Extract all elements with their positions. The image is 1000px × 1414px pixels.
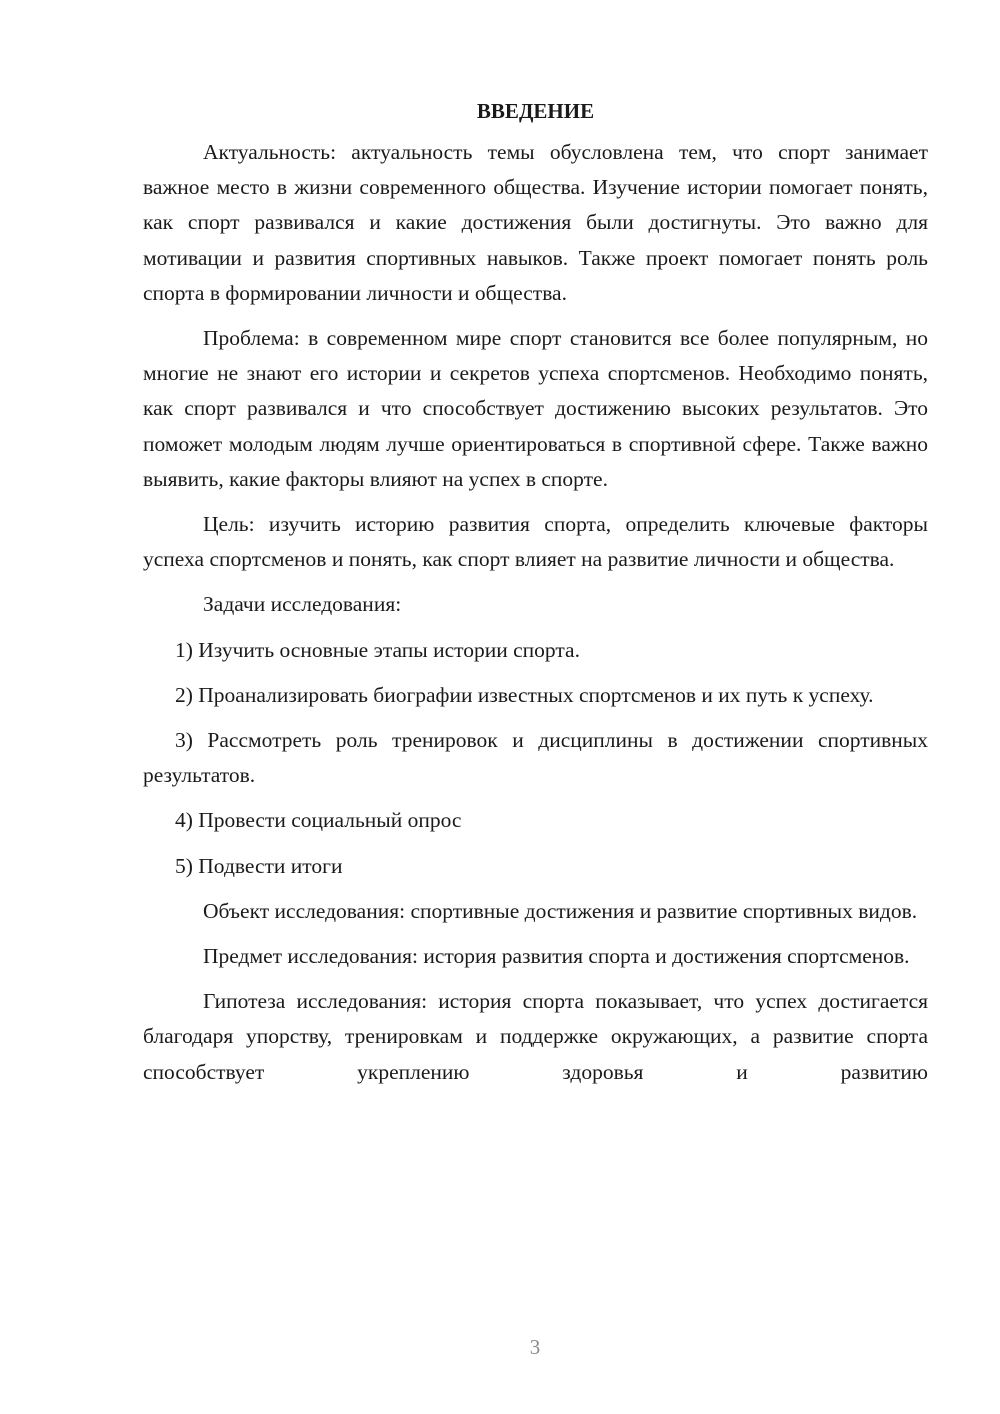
hypothesis-paragraph: Гипотеза исследования: история спорта показывает, что успех достигается благодаря упорству, тренировкам и поддержке окружающих, а развитие спорта способствует укреплению здоровья и развитию — [143, 989, 928, 1084]
page-title: ВВЕДЕНИЕ — [476, 99, 595, 123]
tasks-heading: Задачи исследования: — [203, 592, 402, 617]
task-item-1: 1) Изучить основные этапы истории спорта. — [175, 637, 580, 662]
task-item-2: 2) Проанализировать биографии известных спортсменов и их путь к успеху. — [175, 682, 874, 707]
task-item-5: 5) Подвести итоги — [175, 853, 343, 878]
task-item-3: 3) Рассмотреть роль тренировок и дисциплины в достижении спортивных результатов. — [143, 728, 928, 788]
subject-paragraph: Предмет исследования: история развития спорта и достижения спортсменов. — [203, 944, 910, 969]
goal-paragraph: Цель: изучить историю развития спорта, определить ключевые факторы успеха спортсменов и понять, как спорт влияет на развитие личности и общества. — [143, 512, 928, 572]
object-paragraph: Объект исследования: спортивные достижения и развитие спортивных видов. — [203, 898, 918, 923]
problem-paragraph: Проблема: в современном мире спорт становится все более популярным, но многие не знают его истории и секретов успеха спортсменов. Необходимо понять, как спорт развивался и что способствует достижению высоких результатов. Это поможет молодым людям лучше ориентироваться в спортивной сфере. Также важно выявить, какие факторы влияют на успех в спорте. — [143, 326, 928, 491]
task-item-4: 4) Провести социальный опрос — [175, 808, 462, 833]
page-number: 3 — [529, 1335, 541, 1359]
document-page — [143, 95, 928, 1090]
relevance-paragraph: Актуальность: актуальность темы обусловлена тем, что спорт занимает важное место в жизни современного общества. Изучение истории помогает понять, как спорт развивался и какие достижения были достигнуты. Это важно для мотивации и развития спортивных навыков. Также проект помогает понять роль спорта в формировании личности и общества. — [143, 140, 928, 305]
